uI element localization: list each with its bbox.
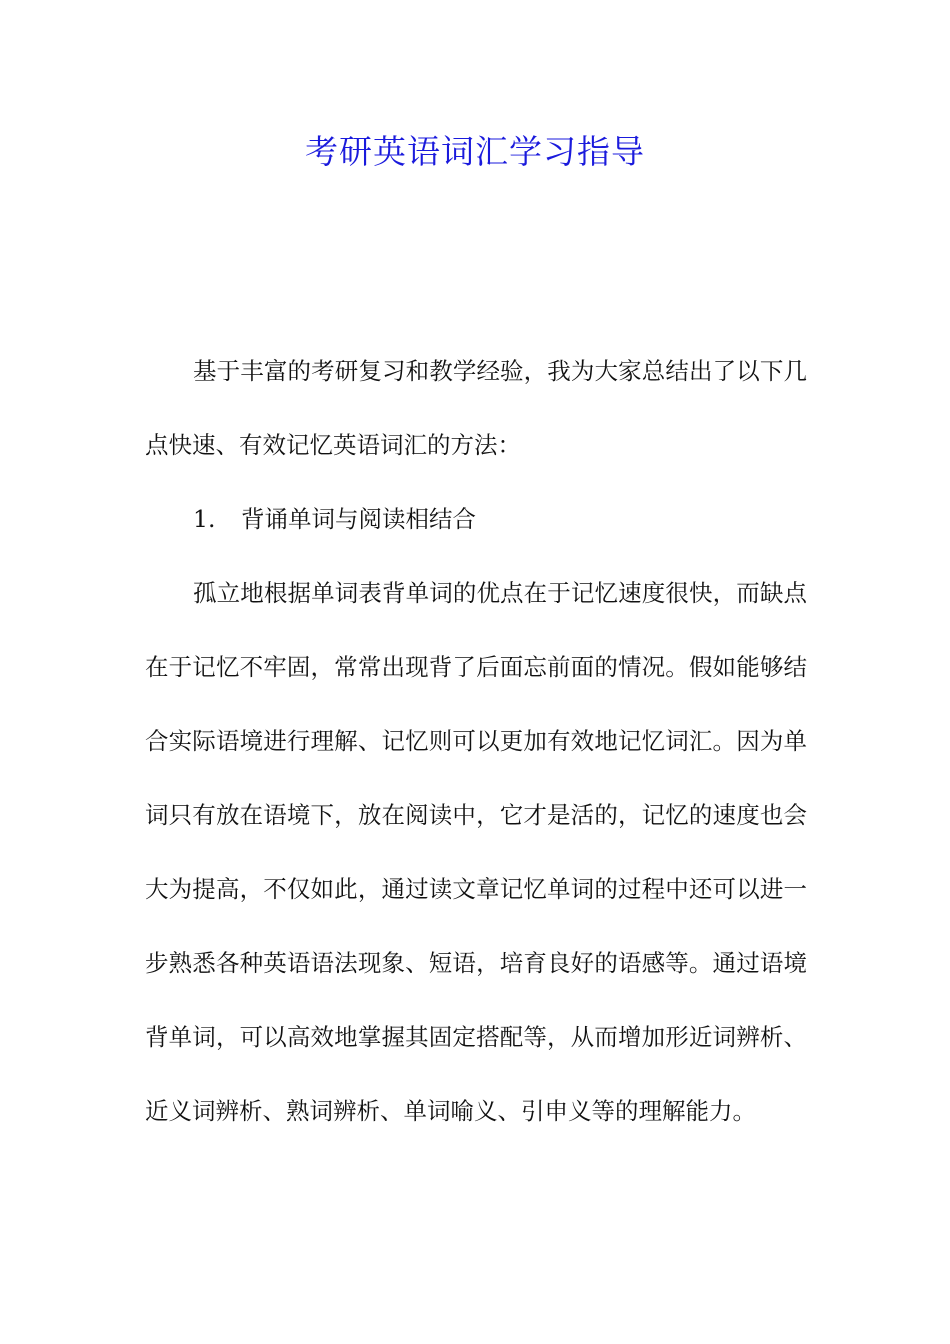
section-number: 1. <box>193 505 216 533</box>
intro-paragraph: 基于丰富的考研复习和教学经验，我为大家总结出了以下几点快速、有效记忆英语词汇的方法： <box>145 357 807 459</box>
section-paragraph: 孤立地根据单词表背单词的优点在于记忆速度很快，而缺点在于记忆不牢固，常常出现背了后面忘前面的情况。假如能够结合实际语境进行理解、记忆则可以更加有效地记忆词汇。因为单词只有放在语境下，放在阅读中，它才是活的，记忆的速度也会大为提高，不仅如此，通过读文章记忆单词的过程中还可以进一步熟悉各种英语语法现象、短语，培育良好的语感等。通过语境背单词，可以高效地掌握其固定搭配等，从而增加形近词辨析、近义词辨析、熟词辨析、单词喻义、引申义等的理解能力。 <box>145 579 807 1125</box>
document-body <box>145 334 807 1148</box>
section-heading <box>145 482 807 556</box>
document-title: 考研英语词汇学习指导 <box>305 132 645 171</box>
section-heading-text: 背诵单词与阅读相结合 <box>241 505 476 533</box>
